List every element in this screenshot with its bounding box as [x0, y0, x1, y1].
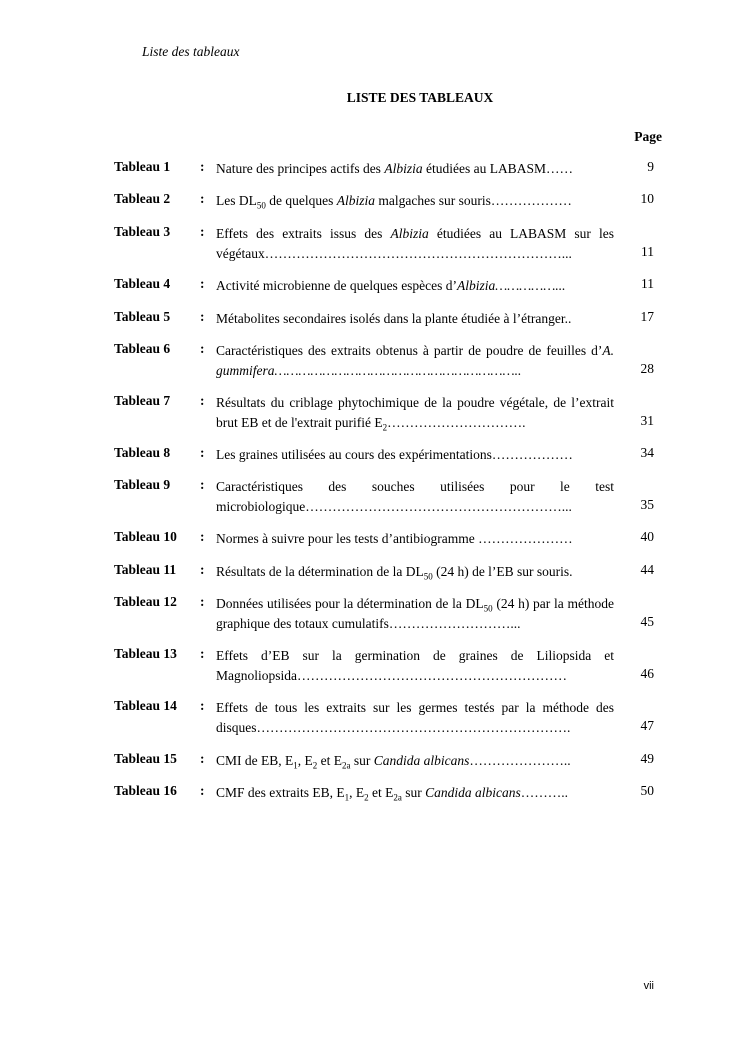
colon-separator: : — [200, 698, 205, 713]
table-title: Les $DL_{50}$ de quelques Albizia malgaches sur souris……………… — [216, 193, 572, 211]
colon-separator: : — [200, 445, 205, 460]
table-title: Caractéristiques des souches utilisées pour le test microbiologique…………………………………………………... — [216, 479, 614, 514]
colon-separator: : — [200, 751, 205, 766]
table-title: Activité microbienne de quelques espèces d’Albizia……………... — [216, 278, 566, 293]
table-label: Tableau 12 — [114, 594, 177, 609]
colon-separator: : — [200, 393, 205, 408]
page-ref: 50 — [640, 783, 654, 798]
table-label: Tableau 1 — [114, 159, 171, 174]
table-title: Données utilisées pour la détermination de la $DL_{50}$ (24 h) par la méthode graphique des totaux cumulatifs………………………... — [216, 596, 614, 631]
page-ref: 49 — [640, 751, 654, 766]
table-label: Tableau 2 — [114, 191, 171, 206]
page-ref: 28 — [640, 361, 654, 376]
page-ref: 31 — [640, 413, 654, 428]
page-ref: 45 — [640, 614, 654, 629]
table-title: Les graines utilisées au cours des expérimentations……………… — [216, 447, 573, 462]
table-title: Nature des principes actifs des Albizia étudiées au LABASM…… — [216, 161, 573, 176]
table-title: CMF des extraits EB, $E_1$, $E_2$ et $E_{2a}$ sur Candida albicans……….. — [216, 785, 569, 803]
running-header: Liste des tableaux — [142, 44, 240, 59]
table-label: Tableau 7 — [114, 393, 171, 408]
table-title: Résultats du criblage phytochimique de la poudre végétale, de l’extrait brut EB et de l'extrait purifié $E_2\dots\dots\dots\dots\dots\dots\dots\dots\dots\dots$. — [216, 395, 614, 433]
table-title: CMI de EB, $E_1$, $E_2$ et $E_{2a}$ sur Candida albicans………………….. — [216, 753, 571, 771]
table-title: Caractéristiques des extraits obtenus à partir de poudre de feuilles d’A. gummifera…………………………………………………….. — [216, 343, 614, 378]
table-label: Tableau 13 — [114, 646, 177, 661]
page-ref: 11 — [641, 244, 654, 259]
table-title: Effets de tous les extraits sur les germes testés par la méthode des disques……………………………………………………………. — [216, 700, 614, 735]
table-label: Tableau 15 — [114, 751, 177, 766]
colon-separator: : — [200, 646, 205, 661]
page-ref: 47 — [640, 718, 654, 733]
table-label: Tableau 16 — [114, 783, 177, 798]
page-ref: 10 — [640, 191, 654, 206]
colon-separator: : — [200, 783, 205, 798]
table-title: Effets d’EB sur la germination de graines de Liliopsida et Magnoliopsida…………………………………………………… — [216, 648, 614, 683]
colon-separator: : — [200, 159, 205, 174]
page-ref: 11 — [641, 276, 654, 291]
table-label: Tableau 9 — [114, 477, 171, 492]
table-label: Tableau 10 — [114, 529, 177, 544]
page-column-header: Page — [634, 129, 662, 144]
table-label: Tableau 6 — [114, 341, 171, 356]
colon-separator: : — [200, 276, 205, 291]
table-label: Tableau 14 — [114, 698, 177, 713]
colon-separator: : — [200, 594, 205, 609]
table-title: Normes à suivre pour les tests d’antibiogramme ………………… — [216, 531, 573, 546]
table-label: Tableau 4 — [114, 276, 171, 291]
colon-separator: : — [200, 224, 205, 239]
page-ref: 34 — [640, 445, 654, 460]
page-ref: 9 — [647, 159, 654, 174]
table-title: Résultats de la détermination de la $DL_{50}$ (24 h) de l’EB sur souris. — [216, 564, 573, 582]
table-title: Métabolites secondaires isolés dans la plante étudiée à l’étranger.. — [216, 311, 572, 326]
colon-separator: : — [200, 341, 205, 356]
table-label: Tableau 11 — [114, 562, 177, 577]
colon-separator: : — [200, 309, 205, 324]
table-label: Tableau 3 — [114, 224, 171, 239]
page-ref: 17 — [640, 309, 654, 324]
table-label: Tableau 8 — [114, 445, 171, 460]
page-number: vii — [643, 980, 654, 992]
page-title: LISTE DES TABLEAUX — [346, 90, 494, 105]
page-ref: 46 — [640, 666, 654, 681]
table-label: Tableau 5 — [114, 309, 171, 324]
colon-separator: : — [200, 529, 205, 544]
colon-separator: : — [200, 191, 205, 206]
colon-separator: : — [200, 477, 205, 492]
colon-separator: : — [200, 562, 205, 577]
page-ref: 44 — [640, 562, 654, 577]
page-ref: 40 — [640, 529, 654, 544]
table-title: Effets des extraits issus des Albizia étudiées au LABASM sur les végétaux…………………………………………………………... — [216, 226, 615, 261]
page-ref: 35 — [640, 497, 654, 512]
